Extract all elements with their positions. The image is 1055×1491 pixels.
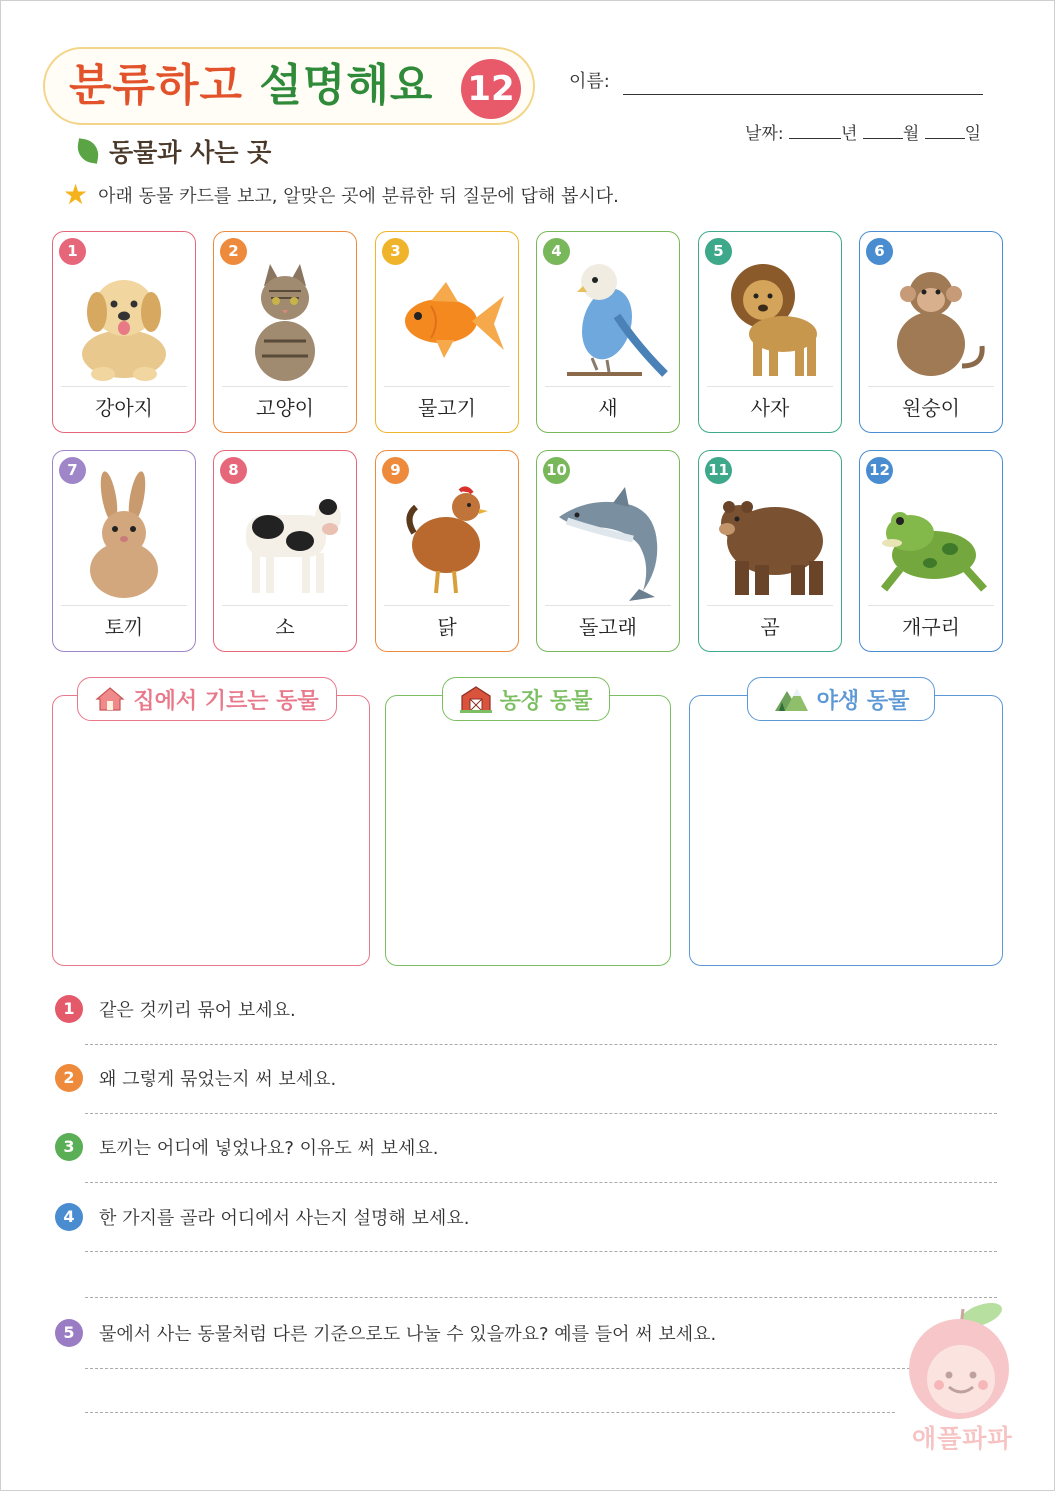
chicken-icon	[386, 465, 508, 601]
card-divider	[384, 605, 510, 606]
question-number-badge: 4	[55, 1203, 83, 1231]
barn-icon	[460, 685, 492, 713]
sort-tab-farm	[442, 677, 610, 721]
question-text: 같은 것끼리 묶어 보세요.	[99, 1000, 296, 1021]
answer-line[interactable]	[85, 1251, 997, 1252]
question-text: 한 가지를 골라 어디에서 사는지 설명해 보세요.	[99, 1208, 470, 1229]
frog-icon	[870, 465, 992, 601]
rabbit-icon	[63, 465, 185, 601]
question-item	[55, 1319, 716, 1347]
name-label: 이름:	[569, 71, 610, 92]
budgie-icon	[547, 246, 669, 382]
name-field[interactable]	[623, 94, 983, 95]
card-label: 곰	[760, 615, 780, 639]
card-divider	[384, 386, 510, 387]
answer-line[interactable]	[85, 1368, 915, 1369]
question-number-badge: 1	[55, 995, 83, 1023]
puppy-icon	[63, 246, 185, 382]
sort-tab-label: 농장 동물	[499, 688, 593, 714]
card-number-badge: 10	[543, 457, 570, 484]
instruction	[63, 178, 619, 211]
month-label: 월	[902, 124, 920, 144]
day-label: 일	[964, 124, 982, 144]
animal-card[interactable]	[536, 450, 680, 652]
date-row	[745, 119, 981, 144]
animal-card[interactable]	[698, 231, 842, 433]
question-number-badge: 3	[55, 1133, 83, 1161]
animal-card[interactable]	[859, 450, 1003, 652]
card-number-badge: 6	[866, 238, 893, 265]
card-divider	[868, 386, 994, 387]
card-number-badge: 1	[59, 238, 86, 265]
brand-logo-text: 애플파파	[912, 1424, 1013, 1453]
answer-line[interactable]	[85, 1044, 997, 1045]
sort-box-farm[interactable]	[385, 695, 671, 966]
card-number-badge: 12	[866, 457, 893, 484]
card-divider	[61, 605, 187, 606]
card-label: 새	[598, 396, 618, 420]
star-icon: ★	[63, 178, 89, 211]
card-divider	[222, 386, 348, 387]
question-item	[55, 995, 296, 1023]
monkey-icon	[870, 246, 992, 382]
section-subtitle	[77, 133, 271, 169]
card-label: 원숭이	[902, 396, 960, 420]
card-label: 돌고래	[579, 615, 637, 639]
cow-icon	[224, 465, 346, 601]
answer-line[interactable]	[85, 1113, 997, 1114]
animal-card[interactable]	[859, 231, 1003, 433]
day-field[interactable]	[925, 125, 965, 139]
sort-box-wild[interactable]	[689, 695, 1003, 966]
year-field[interactable]	[789, 125, 841, 139]
sort-tab-label: 야생 동물	[816, 688, 910, 714]
goldfish-icon	[386, 246, 508, 382]
animal-card[interactable]	[375, 231, 519, 433]
card-number-badge: 11	[705, 457, 732, 484]
instruction-text: 아래 동물 카드를 보고, 알맞은 곳에 분류한 뒤 질문에 답해 봅시다.	[98, 186, 619, 207]
animal-card[interactable]	[213, 450, 357, 652]
card-number-badge: 9	[382, 457, 409, 484]
title-part-explain: 설명해요	[259, 60, 434, 111]
bear-icon	[709, 465, 831, 601]
question-text: 토끼는 어디에 넣었나요? 이유도 써 보세요.	[99, 1138, 439, 1159]
animal-card[interactable]	[698, 450, 842, 652]
card-label: 강아지	[95, 396, 153, 420]
card-divider	[545, 386, 671, 387]
month-field[interactable]	[863, 125, 903, 139]
question-item	[55, 1203, 469, 1231]
card-divider	[222, 605, 348, 606]
question-item	[55, 1133, 438, 1161]
dolphin-icon	[547, 465, 669, 601]
card-label: 소	[275, 615, 295, 639]
sort-box-pets[interactable]	[52, 695, 370, 966]
sort-tab-pets	[77, 677, 337, 721]
card-divider	[868, 605, 994, 606]
worksheet-number-badge: 12	[461, 59, 521, 119]
house-icon	[95, 686, 125, 712]
question-text: 물에서 사는 동물처럼 다른 기준으로도 나눌 수 있을까요? 예를 들어 써 보세요.	[99, 1324, 717, 1345]
subtitle-text: 동물과 사는 곳	[109, 138, 272, 167]
card-number-badge: 5	[705, 238, 732, 265]
animal-card[interactable]	[536, 231, 680, 433]
card-divider	[545, 605, 671, 606]
title-part-classify: 분류하고	[69, 60, 244, 111]
card-label: 토끼	[104, 615, 144, 639]
question-number-badge: 5	[55, 1319, 83, 1347]
title-banner	[43, 47, 535, 125]
card-number-badge: 7	[59, 457, 86, 484]
card-number-badge: 8	[220, 457, 247, 484]
sort-tab-wild	[747, 677, 935, 721]
answer-line[interactable]	[85, 1182, 997, 1183]
card-label: 사자	[750, 396, 790, 420]
card-divider	[707, 605, 833, 606]
animal-card[interactable]	[375, 450, 519, 652]
question-text: 왜 그렇게 묶었는지 써 보세요.	[99, 1069, 337, 1090]
cat-icon	[224, 246, 346, 382]
sort-tab-label: 집에서 기르는 동물	[133, 688, 319, 714]
card-label: 개구리	[902, 615, 960, 639]
card-label: 고양이	[256, 396, 314, 420]
card-number-badge: 2	[220, 238, 247, 265]
page-title	[69, 57, 433, 115]
card-divider	[707, 386, 833, 387]
date-label: 날짜:	[745, 124, 784, 144]
question-number-badge: 2	[55, 1064, 83, 1092]
year-label: 년	[840, 124, 858, 144]
answer-line[interactable]	[85, 1297, 997, 1298]
question-item	[55, 1064, 336, 1092]
animal-card[interactable]	[52, 450, 196, 652]
answer-line[interactable]	[85, 1412, 895, 1413]
animal-card[interactable]	[52, 231, 196, 433]
card-number-badge: 3	[382, 238, 409, 265]
card-label: 닭	[437, 615, 457, 639]
card-divider	[61, 386, 187, 387]
lion-icon	[709, 246, 831, 382]
mountain-icon	[773, 685, 809, 713]
card-number-badge: 4	[543, 238, 570, 265]
leaf-icon	[75, 138, 100, 163]
card-label: 물고기	[418, 396, 476, 420]
animal-card[interactable]	[213, 231, 357, 433]
